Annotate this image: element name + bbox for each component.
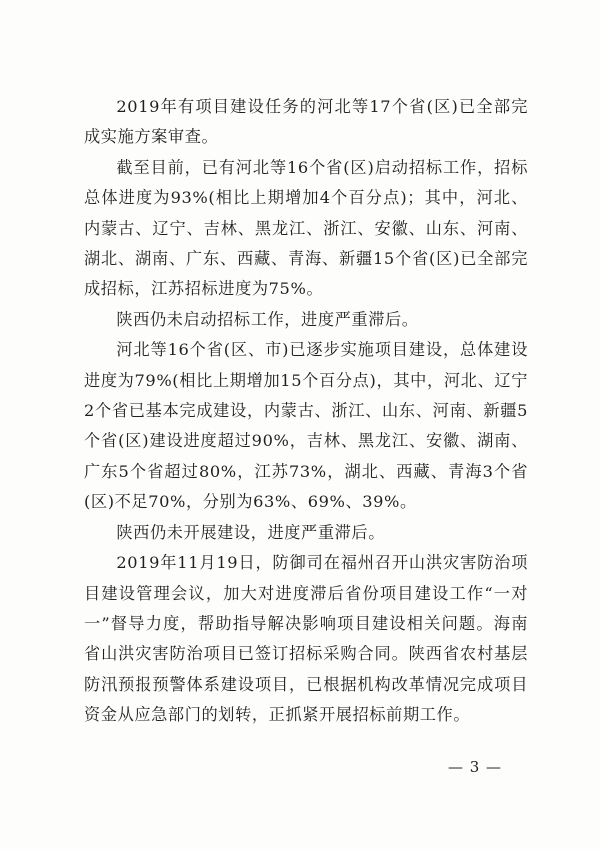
paragraph-construction-progress: 河北等16个省(区、市)已逐步实施项目建设，总体建设进度为79%(相比上期增加15个百分点)，其中，河北、辽宁2个省已基本完成建设，内蒙古、浙江、山东、河南、新疆5个省(区)建设进度超过90%，吉林、黑龙江、安徽、湖南、广东5个省超过80%，江苏73%，湖北、西藏、青海3个省(区)不足70%，分别为63%、69%、39%。 <box>84 340 528 512</box>
paragraph-meeting: 2019年11月19日，防御司在福州召开山洪灾害防治项目建设管理会议，加大对进度滞后省份项目建设工作“一对一”督导力度，帮助指导解决影响项目建设相关问题。海南省山洪灾害防治项目已签订招标采购合同。陕西省农村基层防汛预报预警体系建设项目，已根据机构改革情况完成项目资金从应急部门的划转，正抓紧开展招标前期工作。 <box>84 553 528 725</box>
paragraph-plan-review: 2019年有项目建设任务的河北等17个省(区)已全部完成实施方案审查。 <box>84 97 528 147</box>
document-body <box>84 92 528 731</box>
paragraph-tender-progress: 截至目前，已有河北等16个省(区)启动招标工作，招标总体进度为93%(相比上期增加4个百分点)；其中，河北、内蒙古、辽宁、吉林、黑龙江、浙江、安徽、山东、河南、湖北、湖南、广东、西藏、青海、新疆15个省(区)已全部完成招标，江苏招标进度为75%。 <box>84 157 528 299</box>
paragraph-shaanxi-construction: 陕西仍未开展建设，进度严重滞后。 <box>116 522 385 542</box>
paragraph-shaanxi-tender: 陕西仍未启动招标工作，进度严重滞后。 <box>116 309 419 329</box>
page-number: — 3 — <box>447 758 503 776</box>
